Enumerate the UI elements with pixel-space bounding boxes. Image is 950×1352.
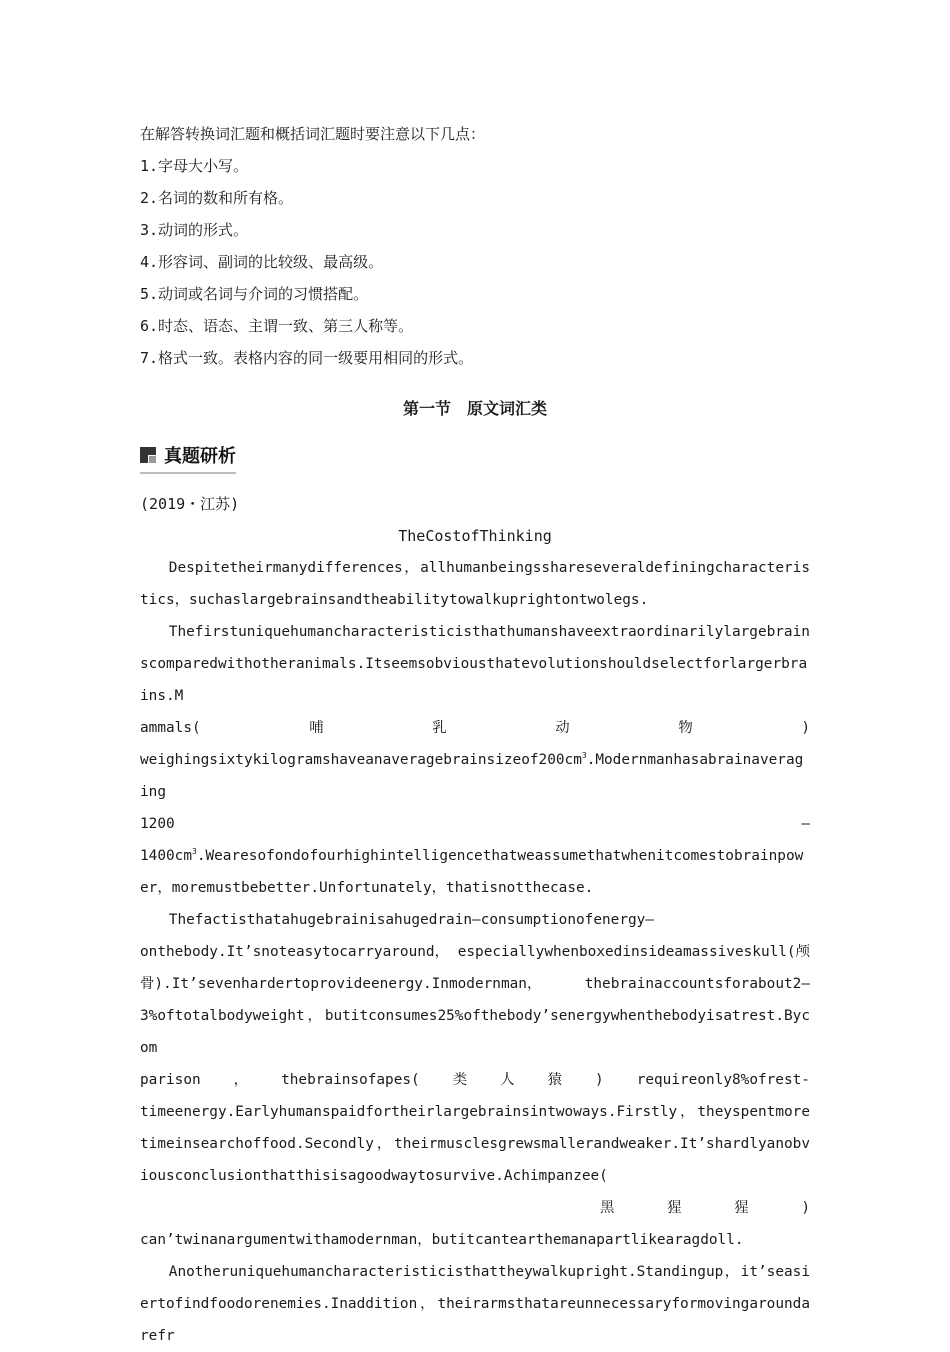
text-fragment: 1200 xyxy=(140,816,175,832)
text-fragment: 猿 xyxy=(547,1072,562,1088)
paragraph-3-spread-line xyxy=(140,1192,810,1224)
text-fragment: 哺 xyxy=(309,720,324,736)
text-fragment: thebrainsofapes( xyxy=(281,1072,420,1088)
section-header-label: 真题研析 xyxy=(164,446,236,467)
superscript: 3 xyxy=(191,847,197,857)
tip-item: 2.名词的数和所有格。 xyxy=(140,189,294,207)
article-title: TheCostofThinking xyxy=(398,527,552,545)
paragraph-3d: can’twinanargumentwithamodernman，butitcantearthemanapartlikearagdoll. xyxy=(140,1232,744,1248)
text-fragment: thebrainaccountsforabout2— xyxy=(584,976,810,992)
text-fragment: 黑 xyxy=(600,1200,615,1216)
paragraph-3-spread-line xyxy=(140,936,810,968)
text-fragment: ) xyxy=(801,720,810,736)
square-bullet-icon xyxy=(140,447,156,463)
tip-item: 7.格式一致。表格内容的同一级要用相同的形式。 xyxy=(140,349,474,367)
paragraph-1: Despitetheirmanydifferences，allhumanbeingsshareseveraldefiningcharacteristics，suchaslargebrainsandtheabilitytowalkuprightontwolegs. xyxy=(140,560,810,608)
text-fragment: 人 xyxy=(500,1072,515,1088)
text-fragment: 物 xyxy=(678,720,693,736)
paragraph-4: Anotheruniquehumancharacteristicisthattheywalkupright.Standingup，it’seasiertofindfoodorenemies.Inaddition，theirarmsthatareunnecessaryformovingaroundarefr xyxy=(140,1264,810,1344)
paragraph-3-spread-line xyxy=(140,968,810,1000)
text-fragment: 乳 xyxy=(432,720,447,736)
document-content xyxy=(140,118,810,1352)
paragraph-2b xyxy=(140,744,810,808)
paragraph-3b: 3%oftotalbodyweight，butitconsumes25%ofthebody’senergywhenthebodyisatrest.Bycom xyxy=(140,1008,810,1056)
intro-heading: 在解答转换词汇题和概括词汇题时要注意以下几点： xyxy=(140,125,486,143)
text-fragment: ) xyxy=(595,1072,604,1088)
text-fragment: ， xyxy=(233,1072,249,1088)
tip-item: 3.动词的形式。 xyxy=(140,221,249,239)
text-fragment: .Wearesofondofourhighintelligencethatweassumethatwhenitcomestobrainpower，moremustbebetter.Unfortunately，thatisnotthecase. xyxy=(140,848,804,896)
text-fragment: ) xyxy=(801,1200,810,1216)
text-fragment: weighingsixtykilogramshaveanaveragebrainsizeof200cm xyxy=(140,752,582,768)
text-fragment: 动 xyxy=(555,720,570,736)
tip-item: 6.时态、语态、主谓一致、第三人称等。 xyxy=(140,317,414,335)
tip-item: 1.字母大小写。 xyxy=(140,157,249,175)
text-fragment: 1400cm xyxy=(140,848,192,864)
text-fragment: timeenergy.Earlyhumanspaidfortheirlargebrainsintwoways.Firstly，theyspentmoretimeinsearchoffood.Secondly，theirmusclesgrewsmallerandweaker.It’shardlyanobviousconclusionthatthisisagoodwaytosurvive.Achimpanzee( xyxy=(140,1104,810,1184)
text-fragment: 骨).It’sevenhardertoprovideenergy.Inmodernman， xyxy=(140,976,542,992)
text-fragment: especiallywhenboxedinsideamassiveskull(颅 xyxy=(457,944,810,960)
paragraph-2-spread-line xyxy=(140,808,810,840)
paragraph-3c xyxy=(140,1096,810,1192)
text-fragment: ammals( xyxy=(140,720,201,736)
source-label: (2019・江苏) xyxy=(140,495,240,513)
text-fragment: .Modernmanhasabrainaveraging xyxy=(140,752,804,800)
paragraph-2-spread-line xyxy=(140,712,810,744)
paragraph-3-spread-line xyxy=(140,1064,810,1096)
paragraph-3a: Thefactisthatahugebrainisahugedrain—consumptionofenergy— xyxy=(168,912,654,928)
tip-item: 5.动词或名词与介词的习惯搭配。 xyxy=(140,285,369,303)
paragraph-2c xyxy=(140,840,810,904)
text-fragment: requireonly8%ofrest- xyxy=(636,1072,810,1088)
text-fragment: onthebody.It’snoteasytocarryaround， xyxy=(140,944,449,960)
section-header xyxy=(140,440,810,482)
text-fragment: 猩 xyxy=(734,1200,749,1216)
section-title: 第一节 原文词汇类 xyxy=(402,399,547,418)
text-fragment: 猩 xyxy=(667,1200,682,1216)
text-fragment: — xyxy=(801,816,810,832)
tip-item: 4.形容词、副词的比较级、最高级。 xyxy=(140,253,384,271)
text-fragment: parison xyxy=(140,1072,201,1088)
paragraph-2a: Thefirstuniquehumancharacteristicisthathumanshaveextraordinarilylargebrainscomparedwithotheranimals.Itseemsobviousthatevolutionshouldselectforlargerbrains.M xyxy=(140,624,810,704)
superscript: 3 xyxy=(581,751,587,761)
text-fragment: 类 xyxy=(452,1072,468,1088)
